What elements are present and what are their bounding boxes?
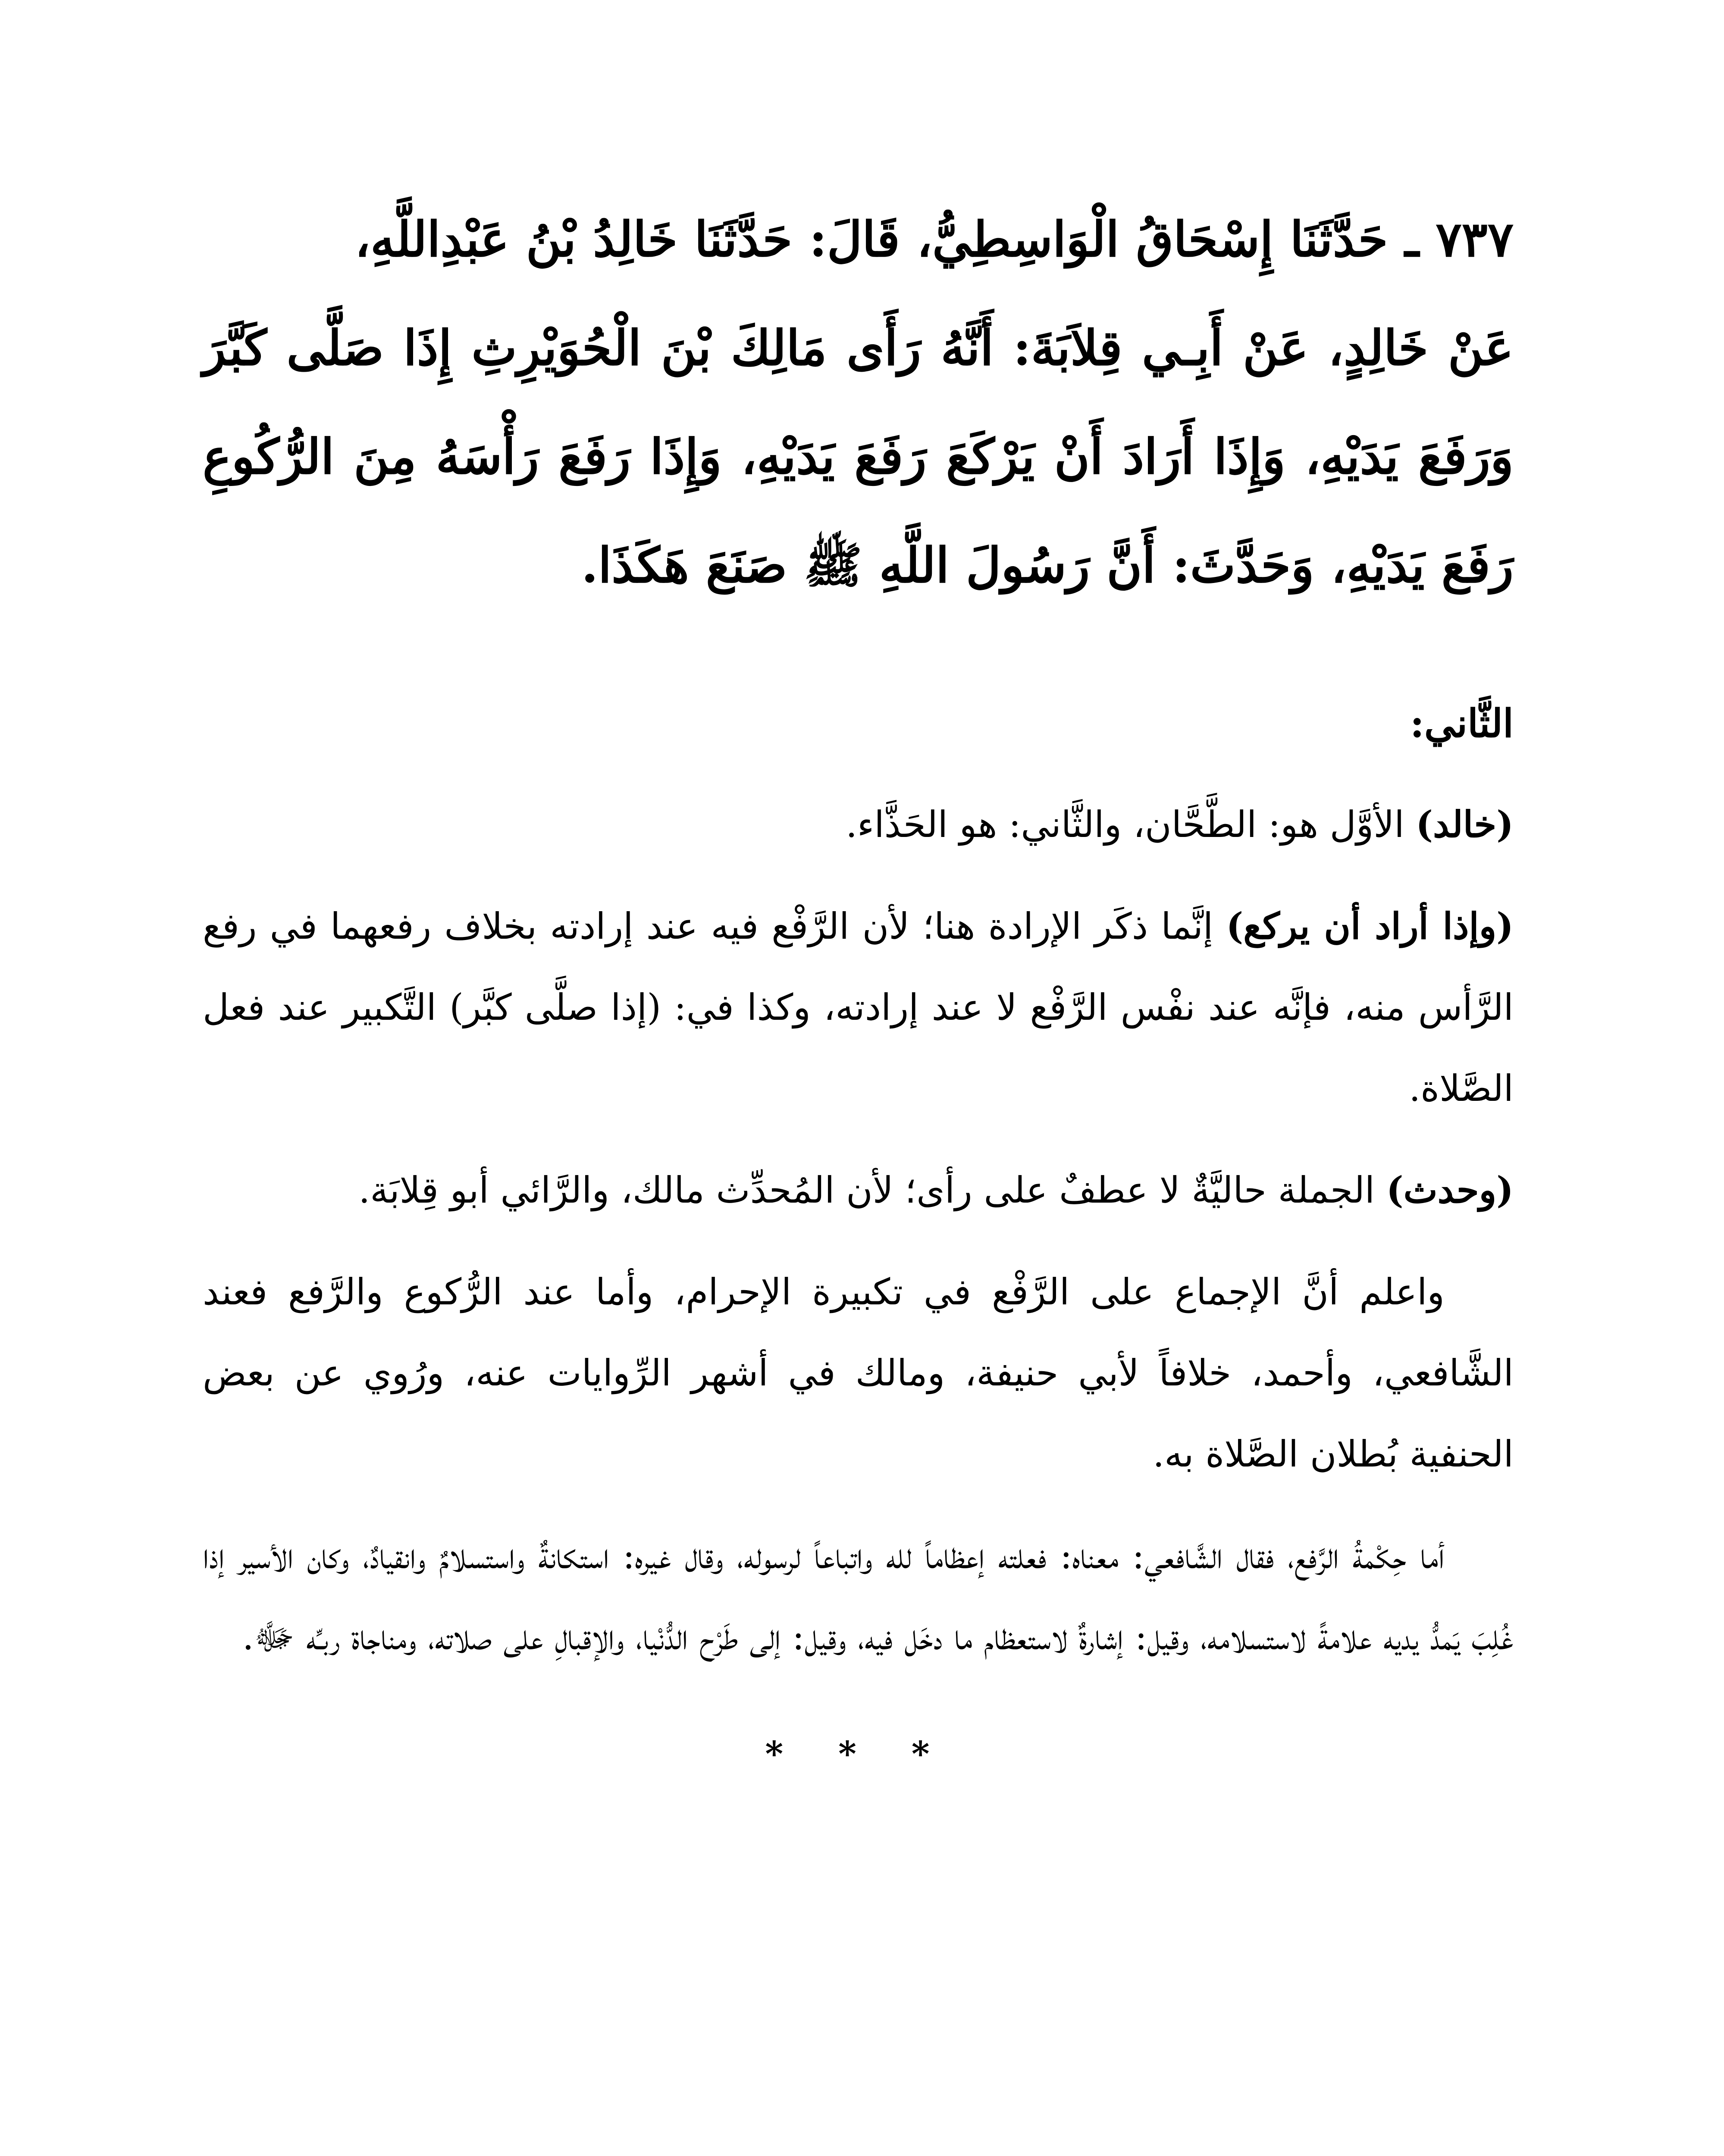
section-title: الثَّاني: [1410, 701, 1514, 746]
paragraph-text: الأوَّل هو: الطَّحَّان، والثَّاني: هو الحَذَّاء. [846, 803, 1416, 846]
hadith-text-1: حَدَّثَنَا إِسْحَاقُ الْوَاسِطِيُّ، قَالَ: حَدَّثَنَا خَالِدُ بْنُ عَبْدِاللَّهِ، [354, 211, 1388, 268]
commentary-paragraph [203, 784, 1514, 865]
paragraph-lead: (خالد) [1416, 803, 1514, 846]
commentary-paragraph [203, 1150, 1514, 1231]
paragraph-text: أما حِكْمةُ الرَّفع، فقال الشَّافعي: معناه: فعلته إعظاماً لله واتباعاً لرسوله، وقال غيره: استكانةٌ واستسلامٌ وانقيادٌ، وكان الأسير إذا غُلِبَ يَمدُّ يديه علامةً لاستسلامه، وقيل: إشارةٌ لاستعظام ما دخَل فيه، وقيل: إلى طَرْح الدُّنْيا، والإقبالِ على صلاته، ومناجاة ربـِّه ﷻ. [203, 1535, 1514, 1658]
hadith-text-2: عَنْ خَالِدٍ، عَنْ أَبِـي قِلاَبَةَ: أَنَّهُ رَأَى مَالِكَ بْنَ الْحُوَيْرِثِ إِذَا صَلَّى كَبَّرَ وَرَفَعَ يَدَيْهِ، وَإِذَا أَرَادَ أَنْ يَرْكَعَ رَفَعَ يَدَيْهِ، وَإِذَا رَفَعَ رَأْسَهُ مِنَ الرُّكُوعِ رَفَعَ يَدَيْهِ، وَحَدَّثَ: أَنَّ رَسُولَ اللَّهِ ﷺ صَنَعَ هَكَذَا. [203, 320, 1514, 594]
paragraph-text: واعلم أنَّ الإجماع على الرَّفْع في تكبيرة الإحرام، وأما عند الرُّكوع والرَّفع فعند الشَّافعي، وأحمد، خلافاً لأبي حنيفة، ومالك في أشهر الرِّوايات عنه، ورُوي عن بعض الحنفية بُطلان الصَّلاة به. [203, 1271, 1514, 1475]
paragraph-lead: (وإذا أراد أن يركع) [1226, 905, 1514, 947]
commentary-paragraph [203, 1515, 1514, 1677]
hadith-first-line [203, 185, 1514, 294]
section-separator: * * * [765, 1733, 951, 1774]
page-body [203, 185, 1514, 1774]
paragraph-lead: (وحدث) [1386, 1169, 1514, 1211]
hadith-number: ٧٣٧ ـ [1404, 211, 1514, 268]
hadith-block [203, 185, 1514, 620]
commentary-paragraph [203, 1251, 1514, 1495]
paragraph-text: إنَّما ذكَر الإرادة هنا؛ لأن الرَّفْع فيه عند إرادته بخلاف رفعهما في رفع الرَّأس منه، فإنَّه عند نفْس الرَّفْع لا عند إرادته، وكذا في: (إذا صلَّى كبَّر) التَّكبير عند فعل الصَّلاة. [203, 905, 1514, 1109]
commentary-paragraph [203, 886, 1514, 1129]
paragraph-text: الجملة حاليَّةٌ لا عطفٌ على رأى؛ لأن المُحدِّث مالك، والرَّائي أبو قِلابَة. [358, 1169, 1386, 1211]
